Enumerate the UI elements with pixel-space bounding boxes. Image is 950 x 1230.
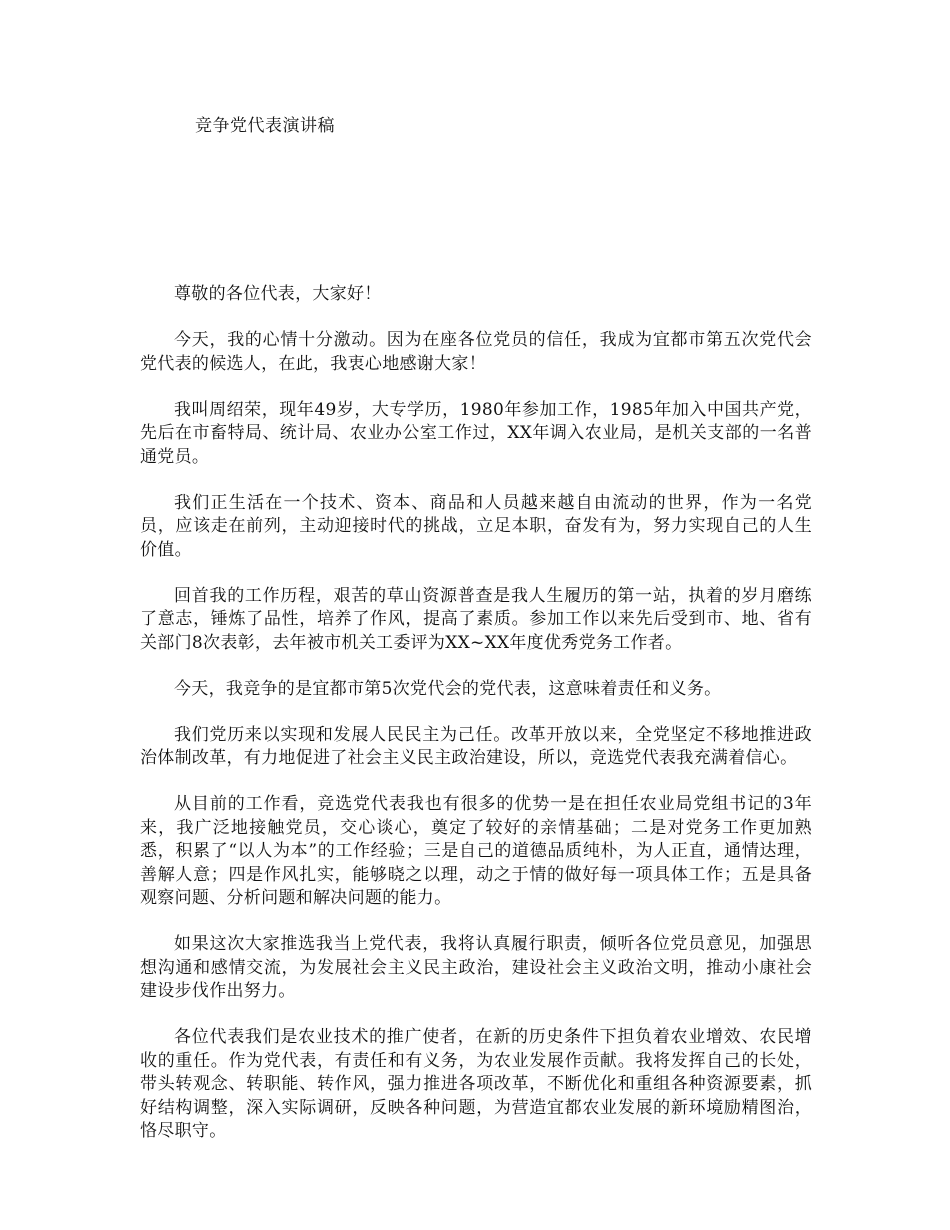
paragraph-advantages: 从目前的工作看，竞选党代表我也有很多的优势一是在担任农业局党组书记的3年来，我广泛地接触党员，交心谈心，奠定了较好的亲情基础；二是对党务工作更加熟悉，积累了“以人为本”的工作经验；三是自己的道德品质纯朴，为人正直，通情达理，善解人意；四是作风扎实，能够晓之以理，动之于情的做好每一项具体工作；五是具备观察问题、分析问题和解决问题的能力。	[140, 794, 812, 908]
paragraph-candidacy: 今天，我竞争的是宜都市第5次党代会的党代表，这意味着责任和义务。	[174, 678, 722, 699]
paragraph-self-introduction: 我叫周绍荣，现年49岁，大专学历，1980年参加工作，1985年加入中国共产党，先后在市畜特局、统计局、农业办公室工作过，XX年调入农业局，是机关支部的一名普通党员。	[140, 399, 812, 467]
paragraph-democracy: 我们党历来以实现和发展人民民主为己任。改革开放以来，全党坚定不移地推进政治体制改革，有力地促进了社会主义民主政治建设，所以，竞选党代表我充满着信心。	[140, 724, 812, 768]
paragraph-era-challenge: 我们正生活在一个技术、资本、商品和人员越来越自由流动的世界，作为一名党员，应该走在前列，主动迎接时代的挑战，立足本职，奋发有为，努力实现自己的人生价值。	[140, 492, 812, 560]
paragraph-greeting: 尊敬的各位代表，大家好！	[174, 284, 382, 304]
paragraph-agriculture-role: 各位代表我们是农业技术的推广使者，在新的历史条件下担负着农业增效、农民增收的重任。作为党代表，有责任和有义务，为农业发展作贡献。我将发挥自己的长处，带头转观念、转职能、转作风，强力推进各项改革，不断优化和重组各种资源要素，抓好结构调整，深入实际调研，反映各种问题，为营造宜都农业发展的新环境励精图治，恪尽职守。	[140, 1027, 812, 1141]
paragraph-commitment: 如果这次大家推选我当上党代表，我将认真履行职责，倾听各位党员意见，加强思想沟通和感情交流，为发展社会主义民主政治，建设社会主义政治文明，推动小康社会建设步伐作出努力。	[140, 934, 812, 1001]
paragraph-gratitude: 今天，我的心情十分激动。因为在座各位党员的信任，我成为宜都市第五次党代会党代表的候选人，在此，我衷心地感谢大家！	[140, 330, 812, 374]
paragraph-work-history: 回首我的工作历程，艰苦的草山资源普查是我人生履历的第一站，执着的岁月磨练了意志，锤炼了品性，培养了作风，提高了素质。参加工作以来先后受到市、地、省有关部门8次表彰，去年被市机关工委评为XX~XX年度优秀党务工作者。	[140, 585, 812, 653]
document-body	[140, 283, 812, 1166]
document-title: 竞争党代表演讲稿	[195, 116, 335, 136]
